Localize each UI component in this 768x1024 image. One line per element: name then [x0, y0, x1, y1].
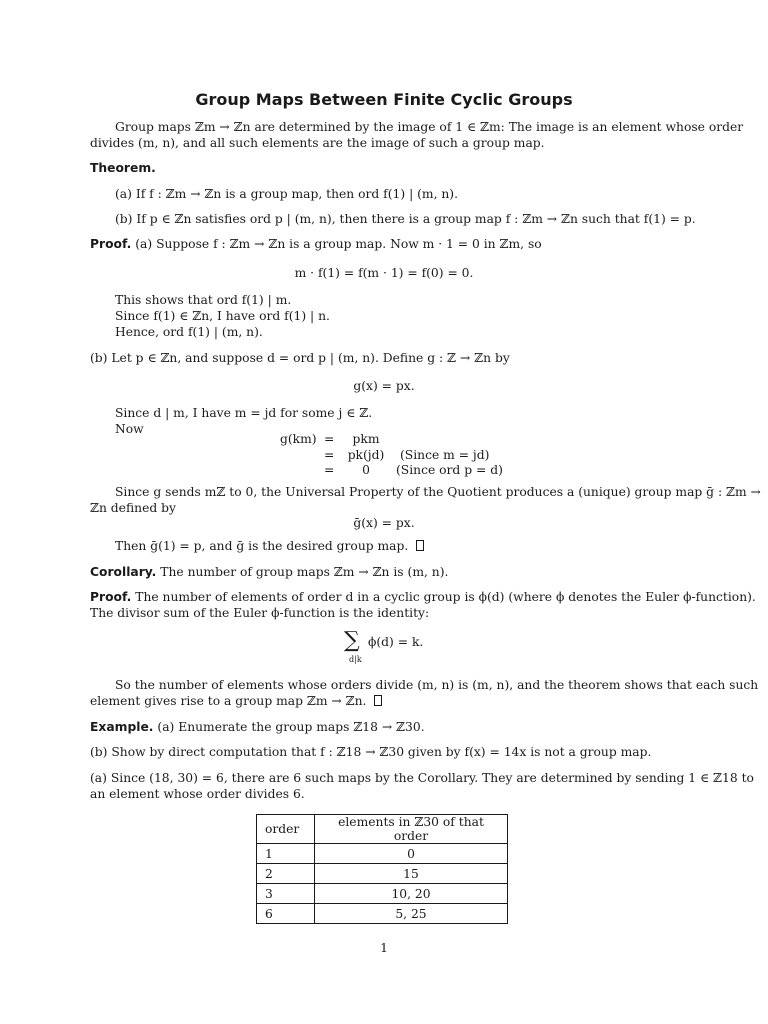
align-note: (Since ord p = d)	[396, 463, 503, 477]
qed-icon	[416, 540, 424, 551]
align-rhs: 0	[362, 463, 370, 477]
align-rel: =	[324, 463, 335, 477]
table-cell: 3	[257, 884, 315, 904]
equation-3: ḡ(x) = px.	[353, 516, 415, 530]
align-rel: =	[324, 448, 335, 462]
align-rel: =	[324, 432, 335, 446]
so-paragraph-2	[90, 694, 382, 709]
theorem-part-b: (b) If p ∈ ℤn satisfies ord p | (m, n), then there is a group map f : ℤm → ℤn such that f(1) = p.	[115, 212, 696, 226]
table-cell: 15	[315, 864, 508, 884]
now-line: Now	[115, 422, 144, 436]
quotient-line-1: Since g sends mℤ to 0, the Universal Property of the Quotient produces a (unique) group map ḡ : ℤm →	[115, 485, 761, 499]
proof-paragraph	[90, 237, 542, 252]
answer-line-1: (a) Since (18, 30) = 6, there are 6 such maps by the Corollary. They are determined by sending 1 ∈ ℤ18 to	[90, 771, 754, 785]
proof-line-1: This shows that ord f(1) | m.	[115, 293, 292, 307]
corollary-paragraph	[90, 565, 448, 580]
then-paragraph	[115, 539, 424, 554]
table-cell: 2	[257, 864, 315, 884]
table-cell: 6	[257, 904, 315, 924]
table-row	[257, 904, 508, 924]
align-lhs: g(km)	[280, 432, 317, 446]
order-table	[256, 814, 508, 924]
proof2-paragraph	[90, 590, 756, 605]
corollary-label: Corollary.	[90, 565, 157, 579]
table-header-row	[257, 815, 508, 844]
table-cell: 1	[257, 844, 315, 864]
proof-text: (a) Suppose f : ℤm → ℤn is a group map. Now m · 1 = 0 in ℤm, so	[135, 237, 542, 251]
quotient-line-2: ℤn defined by	[90, 501, 176, 515]
table-row	[257, 864, 508, 884]
proof2-line-1: The number of elements of order d in a cyclic group is ϕ(d) (where ϕ denotes the Euler ϕ-function).	[135, 590, 756, 604]
page-title: Group Maps Between Finite Cyclic Groups	[195, 90, 573, 109]
then-line: Then ḡ(1) = p, and ḡ is the desired group map.	[115, 539, 409, 553]
table-header: elements in ℤ30 of that order	[315, 815, 508, 844]
so-line-2: element gives rise to a group map ℤm → ℤn.	[90, 694, 367, 708]
theorem-label: Theorem.	[90, 161, 156, 175]
sum-rhs: ϕ(d) = k.	[368, 635, 424, 649]
proof2-line-2: The divisor sum of the Euler ϕ-function is the identity:	[90, 606, 430, 620]
since-line: Since d | m, I have m = jd for some j ∈ ℤ.	[115, 406, 373, 420]
table-row	[257, 844, 508, 864]
sum-subscript: d|k	[349, 655, 362, 664]
proof-line-2: Since f(1) ∈ ℤn, I have ord f(1) | n.	[115, 309, 330, 323]
corollary-text: The number of group maps ℤm → ℤn is (m, n).	[160, 565, 449, 579]
table-row	[257, 884, 508, 904]
table-header: order	[257, 815, 315, 844]
so-line-1: So the number of elements whose orders divide (m, n) is (m, n), and the theorem shows that each such	[115, 678, 759, 692]
proof2-label: Proof.	[90, 590, 132, 604]
page-number: 1	[380, 941, 388, 955]
table-cell: 5, 25	[315, 904, 508, 924]
example-paragraph	[90, 720, 425, 735]
part-b-line: (b) Let p ∈ ℤn, and suppose d = ord p | (m, n). Define g : ℤ → ℤn by	[90, 351, 510, 365]
answer-line-2: an element whose order divides 6.	[90, 787, 305, 801]
proof-label: Proof.	[90, 237, 132, 251]
example-part-a: (a) Enumerate the group maps ℤ18 → ℤ30.	[157, 720, 425, 734]
qed-icon	[374, 695, 382, 706]
intro-line-1: Group maps ℤm → ℤn are determined by the image of 1 ∈ ℤm: The image is an element whose order	[115, 120, 744, 134]
example-part-b: (b) Show by direct computation that f : ℤ18 → ℤ30 given by f(x) = 14x is not a group map.	[90, 745, 652, 759]
intro-line-2: divides (m, n), and all such elements are the image of such a group map.	[90, 136, 545, 150]
theorem-part-a: (a) If f : ℤm → ℤn is a group map, then ord f(1) | (m, n).	[115, 187, 459, 201]
align-note: (Since m = jd)	[400, 448, 490, 462]
equation-1: m · f(1) = f(m · 1) = f(0) = 0.	[294, 266, 474, 280]
align-rhs: pkm	[352, 432, 380, 446]
example-label: Example.	[90, 720, 154, 734]
table-cell: 10, 20	[315, 884, 508, 904]
proof-line-3: Hence, ord f(1) | (m, n).	[115, 325, 263, 339]
align-rhs: pk(jd)	[347, 448, 385, 462]
sum-symbol: ∑	[344, 628, 360, 653]
equation-2: g(x) = px.	[353, 379, 415, 393]
table-cell: 0	[315, 844, 508, 864]
